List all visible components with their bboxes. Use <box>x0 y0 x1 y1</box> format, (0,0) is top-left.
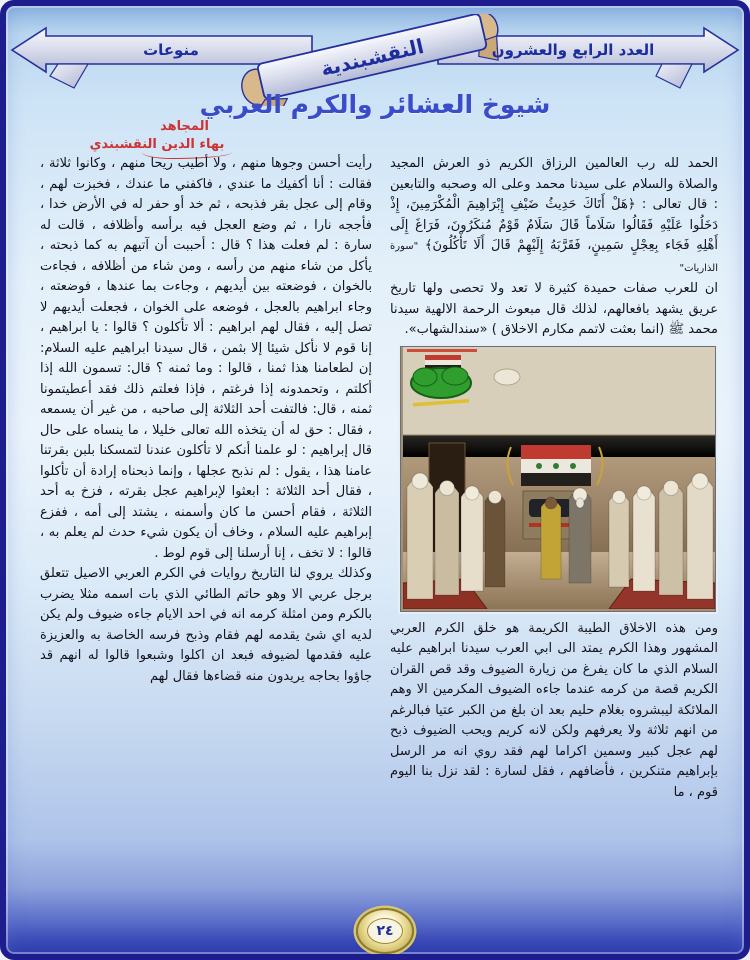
section-banner-tail <box>50 64 88 88</box>
photo-ceiling-lamp <box>494 369 520 385</box>
issue-banner-tail <box>656 64 692 88</box>
photo-iraq-flag <box>507 445 602 486</box>
photo-figures-left <box>407 473 505 599</box>
paragraph: ومن هذه الاخلاق الطيبة الكريمة هو خلق الكرم العربي المشهور وهذا الكرم يمتد الى ابي العرب سيدنا ابراهيم عليه السلام الذي ما كان يفرغ من زيارة الضيوف وقد قص القران الكريم قصة من كرمه عندما جاءه الضيوف المكرمين الا وهم الملائكة ليبشروه بغلام حليم بعد ان بلغ من الكبر عتيا فبالرغم من انهم ثلاثة ولا يعرفهم ولكن لانه كريم ويحب الضيوف ذبح لهم عجل كبير وسمين اكراما لهم فقد روي انه مر الرسل بإبراهيم متنكرين ، فأضافهم ، فقل لسارة : لقد نزل بنا اليوم قوم ، ما <box>390 620 718 800</box>
paragraph <box>390 154 718 279</box>
page-title: شيوخ العشائر والكرم العربي <box>199 90 551 119</box>
quran-verse-paragraph: الحمد لله رب العالمين الرزاق الكريم ذو العرش المجيد والصلاة والسلام على سيدنا محمد وعلى اله وصحبه والتابعين : قال تعالى : ﴿هَلْ أَتَاكَ حَدِيثُ ضَيْفِ إِبْرَاهِيمَ الْمُكْرَمِينَ، إِذْ دَخَلُوا عَلَيْهِ فَقَالُوا سَلَاماً قَالَ سَلَامٌ قَوْمٌ مُنكَرُونَ، فَرَاغَ إِلَى أَهْلِهِ فَجَاء بِعِجْلٍ سَمِينٍ، فَقَرَّبَهُ إِلَيْهِمْ قَالَ أَلَا تَأْكُلُونَ﴾ <box>390 156 718 253</box>
issue-banner-label: العدد الرابع والعشرون <box>491 41 655 59</box>
author-name: بهاء الدين النقشبندي <box>89 136 225 152</box>
author-title: المجاهد <box>160 119 209 134</box>
paragraph: رأيت أحسن وجوها منهم ، ولا أطيب ريحا منهم ، وكانوا ثلاثة ، فقالت : أنا أكفيك ما عندي ، فاكفني ما عندك ، فخبزت لهم ، وقام إلى عجل بقر فذبحه ، ثم خد أو حفر له في الأرض خدا ، فأججه نارا ، ثم وضع العجل فيه برأسه وأظلافه ، قالت له سارة : لم فعلت هذا ؟ قال : أحببت أن آتيهم به كما ذبحته ، يأكل من شاء منهم من رأسه ، ومن شاء من أظلافه ، فجاءت بالخوان ، فوضعته بين أيديهم ، وجاءت بما عندها ، فوضعته ، وجاء ابراهيم بالعجل ، فوضعه على الخوان ، فجعلت أيديهم لا تصل إليه ، فقال لهم ابراهيم : ألا تأكلون ؟ قالوا : يا ابراهيم ، إنا قوم لا نأكل شيئا إلا بثمن ، قال سيدنا ابراهيم عليه السلام: إن لطعامنا هذا ثمنا ، قالوا : وما ثمنه ؟ قال: تسمون الله إذا أكلتم ، وتحمدونه إذا فرغتم ، فإذا فعلتم ذلك فقد أعطيتمونا ثمنه ، قال: فالتفت أحد الثلاثة إلى صاحبه ، من غير أن يسمعه ، فقال : حق له أن يتخذه الله تعالى خليلا ، ما ينساه على حال قال إبراهيم : لو علمنا أنكم لا تأكلون عندنا لتمسكنا بلبن بقرتنا عامنا هذا ، يقول : لم نذبح عجلها ، وإنما ذبحناه إرادة أن تأكلوا ، فقال أحد الثلاثة : ابعثوا لإبراهيم عجل بقرته ، فزخ به أحد الثلاثة ، فقام أحسن ما كان وأسمنه ، يشتد إلى أمه ، ففزع إبراهيم عليه السلام ، وخاف أن يكون شيء حدث لم يعلم به ، قالوا : لا تخف ، إنا أرسلنا إلى قوم لوط . <box>40 156 372 561</box>
verse-source: "سورة الذاريات" <box>390 241 718 274</box>
column-left <box>40 154 372 956</box>
photo-scene <box>403 347 715 609</box>
photo <box>400 346 716 612</box>
paragraph: وكذلك يروي لنا التاريخ روايات في الكرم العربي الاصيل تتعلق برجل عربي الا وهو حاتم الطائي الذي بات اسمه مثلا يضرب بالكرم ومن امثلة كرمه انه في احد الايام جاءه ضيوف ولم يكن لديه اي شئ يقدمه لهم فقام وذبح فرسه الخاصة به والعزيزة عليه فقدمها لضيوفه فبعد ان اكلوا وشبعوا قالوا له انهم قد جاؤوا بحاجه يريدون منه قضاءها فقال لهم <box>40 566 372 684</box>
ribbon-title: النقشبندية <box>318 33 427 81</box>
column-right <box>390 154 718 956</box>
author-signature <box>52 118 262 159</box>
section-banner-label: منوعات <box>143 41 199 59</box>
page-number: ٢٤ <box>367 918 403 944</box>
page-number-medallion <box>356 908 414 954</box>
paragraph: ان للعرب صفات حميدة كثيرة لا تعد ولا تحصى ولها تاريخ عريق يشهد بافعالهم، لذلك قال مبعوث الرحمة الالهية سيدنا محمد ﷺ (انما بعثت لاتمم مكارم الاخلاق ) «سندالشهاب». <box>390 281 718 337</box>
